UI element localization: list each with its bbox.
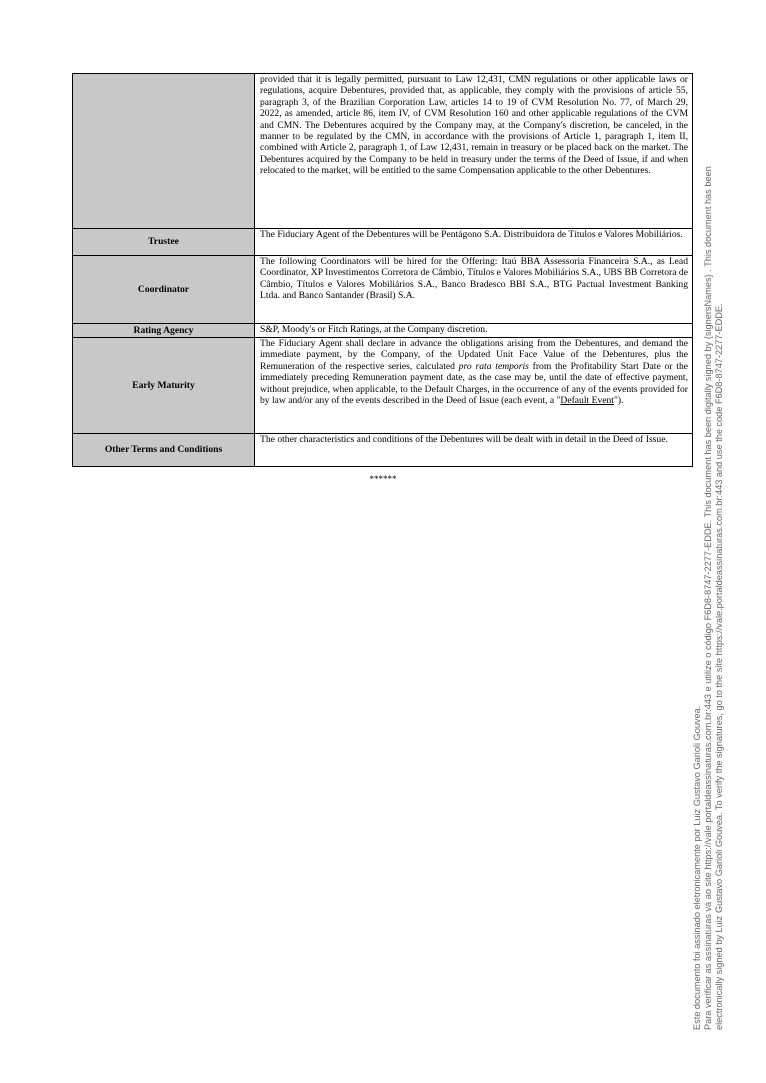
- table-row: [73, 229, 693, 256]
- row-label-empty: [73, 74, 255, 229]
- signature-notice-line-1: Este documento foi assinado eletronicamente por Luiz Gustavo Garioli Gouvea.: [692, 705, 702, 1030]
- row-label-early-maturity: Early Maturity: [73, 338, 255, 434]
- table-row: [73, 338, 693, 434]
- signature-notice-line-2: Para verificar as assinaturas vá ao site https://vale.portaldeassinaturas.com.br:443 e utilize o código F6D8-8747-2277-EDDE. This document has been digitally signed by {signersNames} . This document has been: [703, 166, 713, 1030]
- table-row: [73, 74, 693, 229]
- early-maturity-text-part2: from the Profitability Start Date or the immediately preceding Remuneration payment date, as the case may be, until the date of effective payment, without prejudice, when applicable, to the Default Charges, in the occurrence of any of the events provided for by law and/or any of the events described in the Deed of Issue (each event, a ": [260, 360, 688, 407]
- end-mark: ******: [369, 474, 397, 484]
- early-maturity-italic: pro rata temporis: [458, 360, 529, 372]
- signature-notice-line-3: electronically signed by Luiz Gustavo Garioli Gouvea. To verify the signatures, go to the site https://vale.portaldeassinaturas.com.br:443 and use the code F6D8-8747-2277-EDDE.: [714, 303, 724, 1030]
- other-terms-text: The other characteristics and conditions of the Debentures will be dealt with in detail in the Deed of Issue.: [255, 434, 693, 467]
- signature-notice: [692, 30, 725, 1030]
- early-maturity-text-part3: ").: [613, 395, 624, 407]
- table-row: [73, 256, 693, 324]
- row-label-trustee: Trustee: [73, 229, 255, 256]
- trustee-text: The Fiduciary Agent of the Debentures will be Pentágono S.A. Distribuidora de Títulos e Valores Mobiliários.: [255, 229, 693, 256]
- rating-agency-text: S&P, Moody's or Fitch Ratings, at the Company discretion.: [255, 324, 693, 338]
- compensation-text: provided that it is legally permitted, pursuant to Law 12,431, CMN regulations or other applicable laws or regulations, acquire Debentures, provided that, as applicable, they comply with the provisions of article 55, paragraph 3, of the Brazilian Corporation Law, articles 14 to 19 of CVM Resolution No. 77, of March 29, 2022, as amended, article 86, item IV, of CVM Resolution 160 and other applicable regulations of the CVM and CMN. The Debentures acquired by the Company may, at the Company's discretion, be canceled, in the manner to be regulated by the CMN, in accordance with the provisions of Article 1, paragraph 1, item II, combined with Article 2, paragraph 1, of Law 12,431, remain in treasury or be placed back on the market. The Debentures acquired by the Company to be held in treasury under the terms of the Deed of Issue, if and when relocated to the market, will be entitled to the same Compensation applicable to the other Debentures.: [255, 74, 693, 229]
- table-row: [73, 324, 693, 338]
- early-maturity-text-part1: The Fiduciary Agent shall declare in advance the obligations arising from the Debentures, and demand the immediate payment, by the Company, of the Updated Unit Face Value of the Debentures, plus the Remuneration of the respective series, calculated: [260, 338, 688, 372]
- terms-table: [72, 73, 693, 467]
- row-label-rating-agency: Rating Agency: [73, 324, 255, 338]
- row-label-other-terms: Other Terms and Conditions: [73, 434, 255, 467]
- row-label-coordinator: Coordinator: [73, 256, 255, 324]
- default-event-term: Default Event: [560, 395, 614, 407]
- early-maturity-text: [255, 338, 693, 434]
- table-row: [73, 434, 693, 467]
- coordinator-text: The following Coordinators will be hired for the Offering: Itaú BBA Assessoria Financeira S.A., as Lead Coordinator, XP Investimentos Corretora de Câmbio, Títulos e Valores Mobiliários S.A., UBS BB Corretora de Câmbio, Títulos e Valores Mobiliários S.A., Banco Bradesco BBI S.A., BTG Pactual Investment Banking Ltda. and Banco Santander (Brasil) S.A.: [255, 256, 693, 324]
